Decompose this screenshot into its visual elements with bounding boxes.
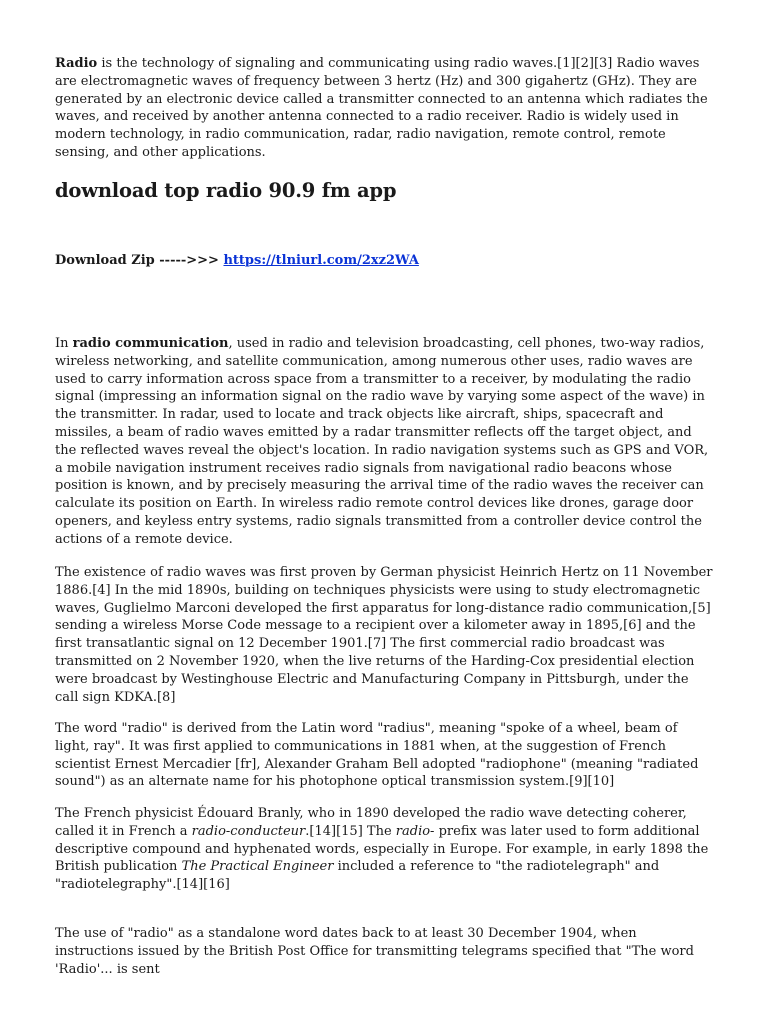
branly-italic-1: radio-conducteur bbox=[191, 823, 306, 839]
branly-text-1: The French physicist Édouard Branly, who in 1890 developed the radio wave detecting coherer, called it in French a bbox=[55, 806, 687, 839]
branly-text-3: prefix was later used to form additional descriptive compound and hyphenated words, especially in Europe. For example, in early 1898 the British publication bbox=[55, 823, 709, 875]
page-heading: download top radio 90.9 fm app bbox=[55, 179, 397, 202]
intro-paragraph bbox=[55, 55, 715, 162]
download-link[interactable]: https://tlniurl.com/2xz2WA bbox=[223, 253, 419, 268]
download-line bbox=[55, 252, 715, 270]
download-label: Download Zip ----->>> bbox=[55, 253, 224, 268]
branly-paragraph bbox=[55, 805, 715, 894]
comm-bold-term: radio communication bbox=[72, 336, 229, 351]
comm-pre: In bbox=[55, 336, 73, 351]
branly-italic-3: The Practical Engineer bbox=[181, 859, 334, 875]
branly-italic-2: radio- bbox=[395, 823, 435, 839]
intro-text: is the technology of signaling and communicating using radio waves.[1][2][3] Radio waves are electromagnetic waves of frequency between 3 hertz (Hz) and 300 gigahertz (GHz). They are generated by an electronic device called a transmitter connected to an antenna which radiates the waves, and received by another antenna connected to a radio receiver. Radio is widely used in modern technology, in radio communication, radar, radio navigation, remote control, remote sensing, and other applications. bbox=[55, 56, 708, 160]
branly-text-4: included a reference to "the radiotelegraph" and "radiotelegraphy".[14][16] bbox=[55, 859, 660, 893]
radio-communication-paragraph bbox=[55, 335, 715, 549]
branly-text-2: .[14][15] The bbox=[305, 823, 396, 839]
etymology-paragraph: The word "radio" is derived from the Latin word "radius", meaning "spoke of a wheel, beam of light, ray". It was first applied to communications in 1881 when, at the suggestion of French scientist Ernest Mercadier [fr], Alexander Graham Bell adopted "radiophone" (meaning "radiated sound") as an alternate name for his photophone optical transmission system.[9][10] bbox=[55, 721, 699, 790]
comm-text: , used in radio and television broadcasting, cell phones, two-way radios, wireless networking, and satellite communication, among numerous other uses, radio waves are used to carry information across space from a transmitter to a receiver, by modulating the radio signal (impressing an information signal on the radio wave by varying some aspect of the wave) in the transmitter. In radar, used to locate and track objects like aircraft, ships, spacecraft and missiles, a beam of radio waves emitted by a radar transmitter reflects off the target object, and the reflected waves reveal the object's location. In radio navigation systems such as GPS and VOR, a mobile navigation instrument receives radio signals from navigational radio beacons whose position is known, and by precisely measuring the arrival time of the radio waves the receiver can calculate its position on Earth. In wireless radio remote control devices like drones, garage door openers, and keyless entry systems, radio signals transmitted from a controller device control the actions of a remote device. bbox=[55, 336, 709, 547]
standalone-word-paragraph: The use of "radio" as a standalone word dates back to at least 30 December 1904, when instructions issued by the British Post Office for transmitting telegrams specified that "The word 'Radio'... is sent bbox=[55, 926, 694, 977]
history-paragraph: The existence of radio waves was first proven by German physicist Heinrich Hertz on 11 November 1886.[4] In the mid 1890s, building on techniques physicists were using to study electromagnetic waves, Guglielmo Marconi developed the first apparatus for long-distance radio communication,[5] sending a wireless Morse Code message to a recipient over a kilometer away in 1895,[6] and the first transatlantic signal on 12 December 1901.[7] The first commercial radio broadcast was transmitted on 2 November 1920, when the live returns of the Harding-Cox presidential election were broadcast by Westinghouse Electric and Manufacturing Company in Pittsburgh, under the call sign KDKA.[8] bbox=[55, 565, 713, 705]
intro-term: Radio bbox=[55, 56, 98, 71]
